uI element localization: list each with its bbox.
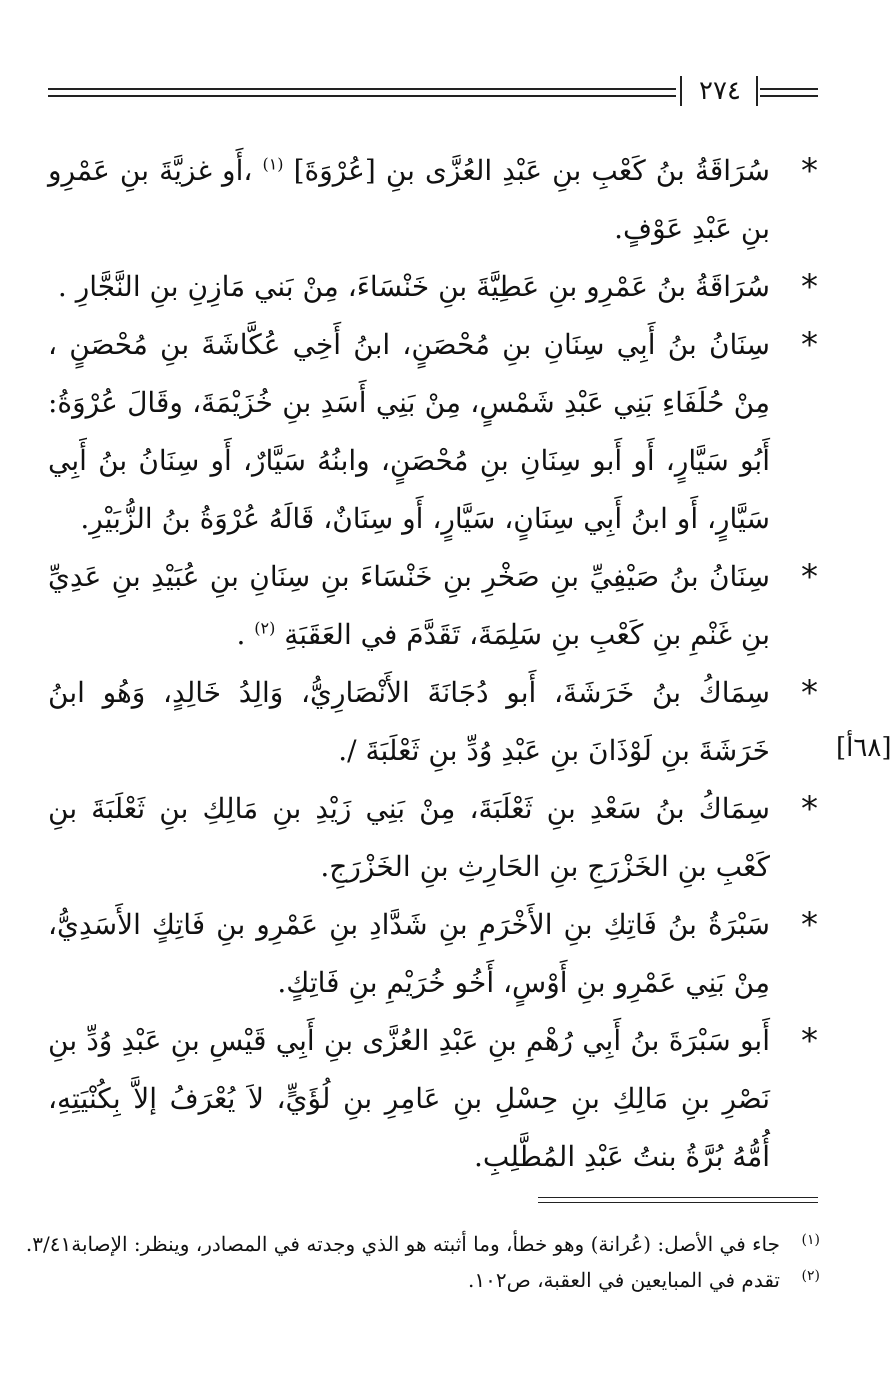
entries-list (48, 142, 818, 1186)
star-icon: * (801, 905, 818, 945)
header-rule-right (760, 88, 818, 97)
footnote-number: (١) (801, 1232, 820, 1248)
page-number: ٢٧٤ (699, 76, 741, 106)
entry-text: سِمَاكُ بنُ سَعْدِ بنِ ثَعْلَبَةَ، مِنْ بَنِي زَيْدِ بنِ مَالِكِ بنِ ثَعْلَبَةَ بنِ كَعْبِ بنِ الخَزْرَجِ بنِ الحَارِثِ بنِ الخَزْرَجِ. (48, 792, 770, 883)
entry (48, 316, 818, 548)
star-icon: * (801, 267, 818, 307)
footnote-ref: (٢) (254, 618, 276, 638)
star-icon: * (801, 789, 818, 829)
header-divider (680, 76, 682, 106)
footnotes (20, 1226, 820, 1298)
star-icon: * (801, 1021, 818, 1061)
page-header (48, 68, 818, 108)
entry (48, 780, 818, 896)
entry (48, 548, 818, 664)
header-rule-left (48, 88, 676, 97)
footnote-number: (٢) (801, 1268, 820, 1284)
footnote-ref: (١) (262, 154, 284, 174)
entry-text: ،أَو غزيَّةَ بنِ عَمْرِو بنِ عَبْدِ عَوْفٍ. (48, 154, 770, 245)
entry-text: سِنَانُ بنُ صَيْفِيِّ بنِ صَخْرِ بنِ خَنْسَاءَ بنِ سِنَانِ بنِ عُبَيْدِ بنِ عَدِيِّ بنِ غَنْمِ بنِ كَعْبِ بنِ سَلِمَةَ، تَقَدَّمَ في العَقَبَةِ (48, 560, 770, 651)
star-icon: * (801, 325, 818, 365)
entry-text: سِمَاكُ بنُ خَرَشَةَ، أَبو دُجَانَةَ الأَنْصَارِيُّ، وَالِدُ خَالِدٍ، وَهُو ابنُ خَرَشَةَ بنِ لَوْذَانَ بنِ عَبْدِ وُدِّ بنِ ثَعْلَبَةَ /. (48, 676, 770, 767)
star-icon: * (801, 557, 818, 597)
entry-text: سُرَاقَةُ بنُ عَمْرِو بنِ عَطِيَّةَ بنِ خَنْسَاءَ، مِنْ بَني مَازِنِ بنِ النَّجَّارِ . (57, 270, 770, 303)
footnote-text: جاء في الأصل: (عُرانة) وهو خطأ، وما أثبته هو الذي وجدته في المصادر، وينظر: الإصابة٣/٤١. (25, 1232, 780, 1256)
footnote-separator (538, 1197, 818, 1203)
star-icon: * (801, 673, 818, 713)
star-icon: * (801, 151, 818, 191)
entry-text: سَبْرَةُ بنُ فَاتِكِ بنِ الأَخْرَمِ بنِ شَدَّادِ بنِ عَمْرِو بنِ فَاتِكٍ الأَسَدِيُّ، مِنْ بَنِي عَمْرِو بنِ أَوْسٍ، أَخُو خُرَيْمِ بنِ فَاتِكٍ. (48, 908, 770, 999)
entry (48, 142, 818, 258)
entry-text: أَبو سَبْرَةَ بنُ أَبِي رُهْمِ بنِ عَبْدِ العُزَّى بنِ أَبِي قَيْسِ بنِ عَبْدِ وُدِّ بنِ نَصْرِ بنِ مَالِكِ بنِ حِسْلِ بنِ عَامِرِ بنِ لُؤَيٍّ، لاَ يُعْرَفُ إلاَّ بِكُنْيَتِهِ، أُمُّهُ بُرَّةُ بنتُ عَبْدِ المُطَّلِبِ. (48, 1024, 770, 1173)
entry-text: سِنَانُ بنُ أَبِي سِنَانِ بنِ مُحْصَنٍ، ابنُ أَخِي عُكَّاشَةَ بنِ مُحْصَنٍ ، مِنْ حُلَفَاءِ بَنِي عَبْدِ شَمْسٍ، مِنْ بَنِي أَسَدِ بنِ خُزَيْمَةَ، وقَالَ عُرْوَةُ: أَبُو سَيَّارٍ، أَو أَبو سِنَانِ بنِ مُحْصَنٍ، وابنُهُ سَيَّارٌ، أَو سِنَانُ بنُ أَبِي سَيَّارٍ، أَو ابنُ أَبِي سِنَانٍ، سَيَّارٍ، أَو سِنَانٌ، قَالَهُ عُرْوَةُ بنُ الزُّبَيْرِ. (48, 328, 770, 535)
footnote (20, 1262, 820, 1298)
entry (48, 664, 818, 780)
entry (48, 1012, 818, 1186)
footnote-text: تقدم في المبايعين في العقبة، ص١٠٢. (467, 1268, 780, 1292)
manuscript-folio-note: [٦٨أ] (836, 733, 891, 763)
header-divider (756, 76, 758, 106)
entry-text: سُرَاقَةُ بنُ كَعْبِ بنِ عَبْدِ العُزَّى بنِ [عُرْوَةَ] (293, 154, 770, 187)
footnote (20, 1226, 820, 1262)
entry-text: . (236, 618, 246, 651)
entry (48, 896, 818, 1012)
entry (48, 258, 818, 316)
